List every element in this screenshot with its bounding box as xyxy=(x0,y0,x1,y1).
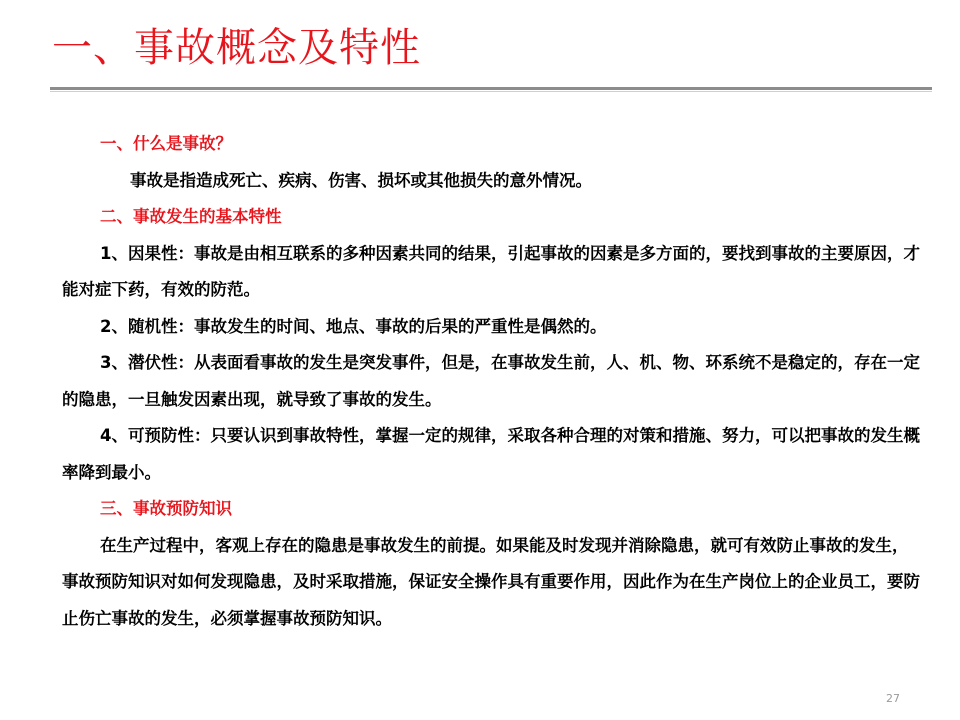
prevention-paragraph: 在生产过程中，客观上存在的隐患是事故发生的前提。如果能及时发现并消除隐患，就可有效防止事故的发生，事故预防知识对如何发现隐患，及时采取措施，保证安全操作具有重要作用，因此作为在生产岗位上的企业员工，要防止伤亡事故的发生，必须掌握事故预防知识。 xyxy=(62,535,920,628)
definition-paragraph: 事故是指造成死亡、疾病、伤害、损坏或其他损失的意外情况。 xyxy=(130,170,592,190)
section-heading-2: 二、事故发生的基本特性 xyxy=(100,207,282,226)
section-heading-1: 一、什么是事故？ xyxy=(100,134,232,153)
trait-preventability: 4、可预防性：只要认识到事故特性，掌握一定的规律，采取各种合理的对策和措施、努力，可以把事故的发生概率降到最小。 xyxy=(62,426,920,482)
title-divider xyxy=(50,87,932,90)
page-number: 27 xyxy=(886,692,900,705)
section-heading-3: 三、事故预防知识 xyxy=(100,499,232,518)
slide-body xyxy=(62,126,922,637)
trait-randomness: 2、随机性：事故发生的时间、地点、事故的后果的严重性是偶然的。 xyxy=(100,316,607,336)
title-divider-shadow xyxy=(50,91,932,92)
trait-causality: 1、因果性：事故是由相互联系的多种因素共同的结果，引起事故的因素是多方面的，要找到事故的主要原因，才能对症下药，有效的防范。 xyxy=(62,243,920,299)
trait-latency: 3、潜伏性：从表面看事故的发生是突发事件，但是，在事故发生前，人、机、物、环系统不是稳定的，存在一定的隐患，一旦触发因素出现，就导致了事故的发生。 xyxy=(62,353,920,409)
slide-title: 一、事故概念及特性 xyxy=(52,25,421,71)
